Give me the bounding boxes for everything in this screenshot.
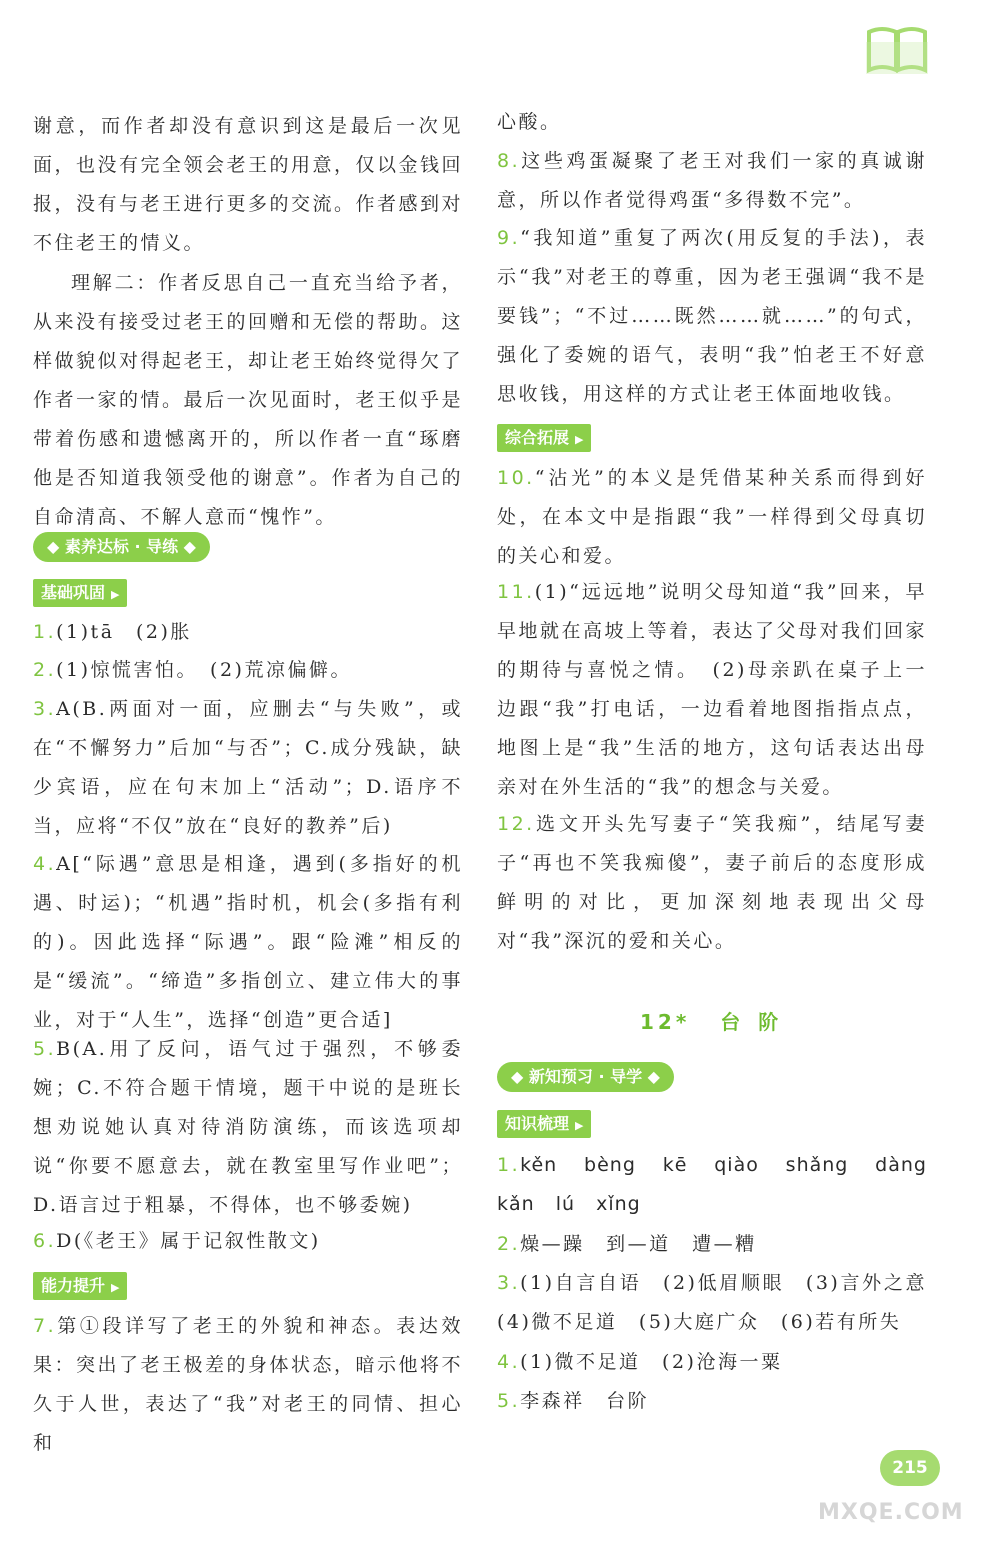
- section-label-jichu-text: 基础巩固: [41, 583, 106, 602]
- answer-text: 这些鸡蛋凝聚了老王对我们一家的真诚谢意，所以作者觉得鸡蛋“多得数不完”。: [497, 150, 927, 211]
- answer-10: [497, 459, 927, 576]
- answer-2: [33, 651, 463, 690]
- section-label-zonghe: 综合拓展 ▶: [497, 424, 591, 452]
- section-pill-xinzhi: ◆ 新知预习 · 导学 ◆: [497, 1062, 674, 1092]
- answer-text: (1)“远远地”说明父母知道“我”回来，早早地就在高坡上等着，表达了父母对我们回家的期待与喜悦之情。 (2)母亲趴在桌子上一边跟“我”打电话，一边看着地图指指点点，地图上是“我”生活的地方，这句话表达出母亲对在外生活的“我”的想念与关爱。: [497, 581, 928, 798]
- answer-9: [497, 219, 927, 414]
- answer-number: 8.: [497, 150, 521, 172]
- answer-text: A(B.两面对一面，应删去“与失败”，或在“不懈努力”后加“与否”；C.成分残缺，缺少宾语，应在句末加上“活动”；D.语序不当，应将“不仅”放在“良好的教养”后): [33, 698, 463, 837]
- answer-number: 10.: [497, 467, 535, 489]
- answer-6: [33, 1222, 463, 1261]
- answer-text: 李森祥 台阶: [520, 1390, 650, 1412]
- lesson-number: 12*: [640, 1010, 691, 1034]
- answer-12: [497, 805, 927, 961]
- answer-text: “沾光”的本义是凭借某种关系而得到好处，在本文中是指跟“我”一样得到父母真切的关心和爱。: [497, 467, 927, 567]
- answer-text: (1)自言自语 (2)低眉顺眼 (3)言外之意 (4)微不足道 (5)大庭广众 (6)若有所失: [497, 1272, 949, 1333]
- section-label-zhishi-text: 知识梳理: [505, 1114, 570, 1133]
- section-pill-suyang-label: 素养达标 · 导练: [64, 537, 179, 556]
- page-number: 215: [880, 1450, 940, 1486]
- section-label-nengli: 能力提升 ▶: [33, 1272, 127, 1300]
- pinyin-text: kěn bèng kē qiào shǎng dàng kǎn lú xǐng: [497, 1154, 927, 1215]
- answer-text: 第①段详写了老王的外貌和神态。表达效果：突出了老王极差的身体状态，暗示他将不久于人世，表达了“我”对老王的同情、担心和: [33, 1315, 464, 1454]
- answer-text: 燥—躁 到—道 遭—糟: [520, 1233, 757, 1255]
- section-label-zonghe-text: 综合拓展: [505, 428, 570, 447]
- knowledge-3: [497, 1264, 949, 1342]
- answer-11: [497, 573, 927, 807]
- knowledge-5: [497, 1382, 927, 1421]
- section-label-jichu: 基础巩固 ▶: [33, 579, 127, 607]
- answer-number: 5.: [33, 1038, 57, 1060]
- answer-3: [33, 690, 463, 846]
- paragraph-understanding-two: 理解二：作者反思自己一直充当给予者，从来没有接受过老王的回赠和无偿的帮助。这样做貌似对得起老王，却让老王始终觉得欠了作者一家的情。最后一次见面时，老王似乎是带着伤感和遗憾离开的，所以作者一直“琢磨他是否知道我领受他的谢意”。作者为自己的自命清高、不解人意而“愧怍”。: [33, 272, 464, 528]
- knowledge-2: [497, 1225, 927, 1264]
- answer-text: B(A.用了反问，语气过于强烈，不够委婉；C.不符合题干情境，题干中说的是班长想劝说她认真对待消防演练，而该选项却说“你要不愿意去，就在教室里写作业吧”；D.语言过于粗暴，不得体，也不够委婉): [33, 1038, 463, 1216]
- book-icon: [866, 24, 928, 74]
- answer-number: 3.: [33, 698, 57, 720]
- paragraph-continuation: 心酸。: [497, 111, 562, 133]
- section-label-nengli-text: 能力提升: [41, 1276, 106, 1295]
- knowledge-4: [497, 1343, 927, 1382]
- answer-number: 11.: [497, 581, 535, 603]
- lesson-title: [640, 1006, 796, 1035]
- answer-number: 4.: [497, 1351, 521, 1373]
- answer-text: D(《老王》属于记叙性散文): [56, 1230, 321, 1252]
- answer-5: [33, 1030, 463, 1225]
- answer-text: A[“际遇”意思是相逢，遇到(多指好的机遇、时运)；“机遇”指时机，机会(多指有利的)。因此选择“际遇”。跟“险滩”相反的是“缓流”。“缔造”多指创立、建立伟大的事业，对于“人生”，选择“创造”更合适]: [33, 853, 463, 1031]
- answer-7: [33, 1307, 463, 1463]
- answer-8: [497, 142, 927, 220]
- answer-text: 选文开头先写妻子“笑我痴”，结尾写妻子“再也不笑我痴傻”，妻子前后的态度形成鲜明的对比，更加深刻地表现出父母对“我”深沉的爱和关心。: [497, 813, 927, 952]
- watermark: MXQE.COM: [818, 1500, 964, 1525]
- answer-text: (1)微不足道 (2)沧海一粟: [520, 1351, 783, 1373]
- lesson-name: 台阶: [720, 1010, 797, 1034]
- answer-number: 5.: [497, 1390, 521, 1412]
- answer-text: (1)tā (2)胀: [56, 621, 192, 643]
- section-label-zhishi: 知识梳理 ▶: [497, 1110, 591, 1138]
- answer-number: 7.: [33, 1315, 57, 1337]
- knowledge-1: [497, 1146, 927, 1224]
- answer-text: (1)惊慌害怕。 (2)荒凉偏僻。: [56, 659, 352, 681]
- answer-number: 1.: [33, 621, 57, 643]
- answer-number: 2.: [33, 659, 57, 681]
- answer-number: 6.: [33, 1230, 57, 1252]
- section-pill-suyang: ◆ 素养达标 · 导练 ◆: [33, 532, 210, 562]
- paragraph-understanding-one-end: 谢意，而作者却没有意识到这是最后一次见面，也没有完全领会老王的用意，仅以金钱回报，没有与老王进行更多的交流。作者感到对不住老王的情义。: [33, 115, 464, 254]
- answer-1: [33, 613, 463, 652]
- answer-number: 9.: [497, 227, 521, 249]
- answer-number: 1.: [497, 1154, 521, 1176]
- answer-number: 2.: [497, 1233, 521, 1255]
- section-pill-xinzhi-label: 新知预习 · 导学: [528, 1067, 643, 1086]
- answer-text: “我知道”重复了两次(用反复的手法)，表示“我”对老王的尊重，因为老王强调“我不是要钱”；“不过……既然……就……”的句式，强化了委婉的语气，表明“我”怕老王不好意思收钱，用这样的方式让老王体面地收钱。: [497, 227, 927, 405]
- answer-number: 4.: [33, 853, 57, 875]
- answer-number: 12.: [497, 813, 535, 835]
- answer-4: [33, 845, 463, 1040]
- answer-number: 3.: [497, 1272, 521, 1294]
